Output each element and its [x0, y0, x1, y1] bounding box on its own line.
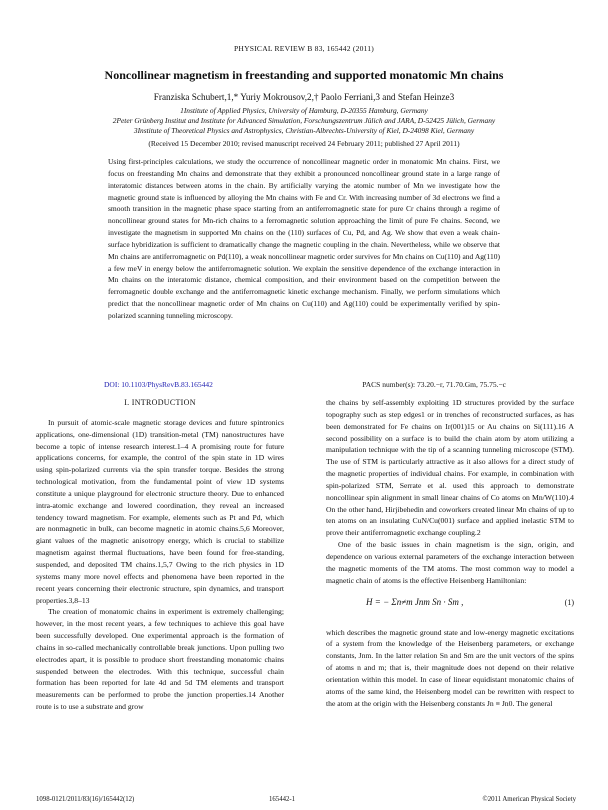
affiliation-2: 2Peter Grünberg Institut and Institute for Advanced Simulation, Forschungszentrum Jülich and JARA, D-52425 Jülich, Germany — [112, 116, 496, 125]
right-column — [326, 397, 574, 709]
abstract: Using first-principles calculations, we study the occurrence of noncollinear magnetic order in monatomic Mn chains. First, we focus on freestanding Mn chains and demonstrate that they exhibit a pronounced noncollinear ground state in a large range of interatomic distances between atoms in the chain. By artificially varying the atomic number of Mn we investigate how the magnetic ground state is influenced by alloying the Mn chains with Fe and Cr. With increasing number of 3d electrons we find a smooth transition in the magnetic phase space starting from an antiferromagnetic state for pure Cr chains through a regime of noncollinear ground states for Mn-rich chains to a ferromagnetic solution approaching the limit of pure Fe chains. Second, we investigate the magnetism in supported Mn chains on the (110) surfaces of Cu, Pd, and Ag. We show that even a weak chain-surface hybridization is sufficient to dramatically change the magnetic coupling in the chain. Nevertheless, while we observe that Mn chains are antiferromagnetic on Pd(110), a weak noncollinear magnetic order survives for Mn chains on Cu(110) and Ag(110) a few meV in energy below the antiferromagnetic solution. We explain the sensitive dependence of the exchange interaction in Mn chains on the interatomic distance, chemical composition, and their environment based on the competition between the ferromagnetic double exchange and the antiferromagnetic kinetic exchange mechanism. Finally, we perform simulations which predict that the noncollinear magnetic order of Mn chains on Cu(110) and Ag(110) could be experimentally verified by spin-polarized scanning tunneling microscopy. — [108, 157, 500, 320]
paragraph: One of the basic issues in chain magnetism is the sign, origin, and dependence on various external parameters of the exchange interaction between the magnetic moments of the TM atoms. The most common way to model a magnetic chain of atoms is the effective Heisenberg Hamiltonian: — [326, 540, 574, 585]
heisenberg-equation: H = − Σn≠m Jnm Sn · Sm , — [366, 596, 464, 607]
page-footer — [36, 796, 576, 803]
affiliation-1: 1Institute of Applied Physics, University of Hamburg, D-20355 Hamburg, Germany — [180, 106, 428, 115]
publication-dates: (Received 15 December 2010; revised manuscript received 24 February 2011; published 27 April 2011) — [148, 139, 460, 148]
paper-title: Noncollinear magnetism in freestanding and supported monatomic Mn chains — [104, 68, 504, 82]
section-heading: I. INTRODUCTION — [124, 398, 196, 407]
doi-pacs-line — [104, 380, 506, 389]
left-column — [36, 397, 284, 713]
footer-issn: 1098-0121/2011/83(16)/165442(12) — [36, 796, 135, 803]
paragraph: In pursuit of atomic-scale magnetic storage devices and future spintronics applications, one-dimensional (1D) transition-metal (TM) nanostructures have become a topic of intense research interest.1–4 A promising route for future applications concerns, for example, the control of the spin state in 1D wires using spin-polarized currents via the spin transfer torque. Besides the strong technological motivation, from the fundamental point of view 1D systems constitute a unique playground for electronic structure theory. Due to enhanced intra-atomic exchange and lowered coordination, they reveal an increased tendency toward magnetism. For example, elements such as Pt and Pd, which are nonmagnetic in bulk, can become magnetic in atomic chains.5,6 Moreover, giant values of the magnetic anisotropy energy, which is crucial to stabilize magnetism against thermal fluctuations, have been found for free-standing, suspended, and deposited TM chains.1,5,7 Owing to the rich physics in 1D systems many more novel effects and phenomena have been reported in the recent years concerning their electronic structure, spin dynamics, and transport properties.3,8–13 — [36, 417, 284, 605]
journal-header: PHYSICAL REVIEW B 83, 165442 (2011) — [233, 44, 375, 53]
paragraph: the chains by self-assembly exploiting 1D structures provided by the surface topography such as step edges1 or in trenches of reconstructed surfaces, as has been demonstrated for Fe chains on Ir(001)15 or Au chains on Si(111).16 A second possibility on a surface is to build the chain atom by atom utilizing a manipulation technique with the tip of a scanning tunneling microscope (STM). The use of STM is particularly attractive as it also allows for a direct study of the magnetic properties of individual chains. For example, in combination with spin-polarized STM, Serrate et al. used this approach to demonstrate noncollinear spin alignment in small linear chains of Co atoms on Mn/W(110).4 On the other hand, Hirjibehedin and coworkers created linear Mn chains of up to ten atoms on an insulating CuN/Cu(001) surface and applied inelastic STM to prove their antiferromagnetic exchange coupling.2 — [326, 398, 574, 538]
pacs-numbers: PACS number(s): 73.20.−r, 71.70.Gm, 75.75.−c — [362, 380, 506, 389]
doi-link[interactable]: DOI: 10.1103/PhysRevB.83.165442 — [104, 380, 213, 389]
affiliation-3: 3Institute of Theoretical Physics and Astrophysics, Christian-Albrechts-University of Kiel, D-24098 Kiel, Germany — [133, 126, 475, 135]
paragraph: which describes the magnetic ground state and low-energy magnetic excitations of a system from the knowledge of the Heisenberg parameters, or exchange constants, Jnm. In the latter relation Sn and Sm are the unit vectors of the spins of atoms n and m; that is, their magnitude does not depend on their relative orientation within this model. In case of linear equidistant monatomic chains of atoms of the same kind, the Heisenberg model can be rewritten with respect to the atom at the origin with the Heisenberg constants Jn ≡ Jn0. The general — [326, 627, 574, 708]
footer-page-number: 165442-1 — [269, 796, 296, 803]
equation-block — [326, 593, 574, 619]
author-list: Franziska Schubert,1,* Yuriy Mokrousov,2,† Paolo Ferriani,3 and Stefan Heinze3 — [153, 92, 455, 102]
footer-copyright: ©2011 American Physical Society — [482, 796, 576, 803]
equation-number: (1) — [564, 597, 574, 607]
paragraph: The creation of monatomic chains in experiment is extremely challenging; however, in the most recent years, a few techniques to achieve this goal have been successfully developed. One experimental approach is the formation of chains in so-called mechanically controllable break junctions. Upon pulling two electrodes apart, it is possible to produce short freestanding monatomic chains suspended between the electrodes. With this technique, successful chain formation has been reported for late 4d and 5d TM elements and transport measurements can be performed to probe the junction properties.14 Another route is to use a substrate and grow — [36, 607, 284, 712]
